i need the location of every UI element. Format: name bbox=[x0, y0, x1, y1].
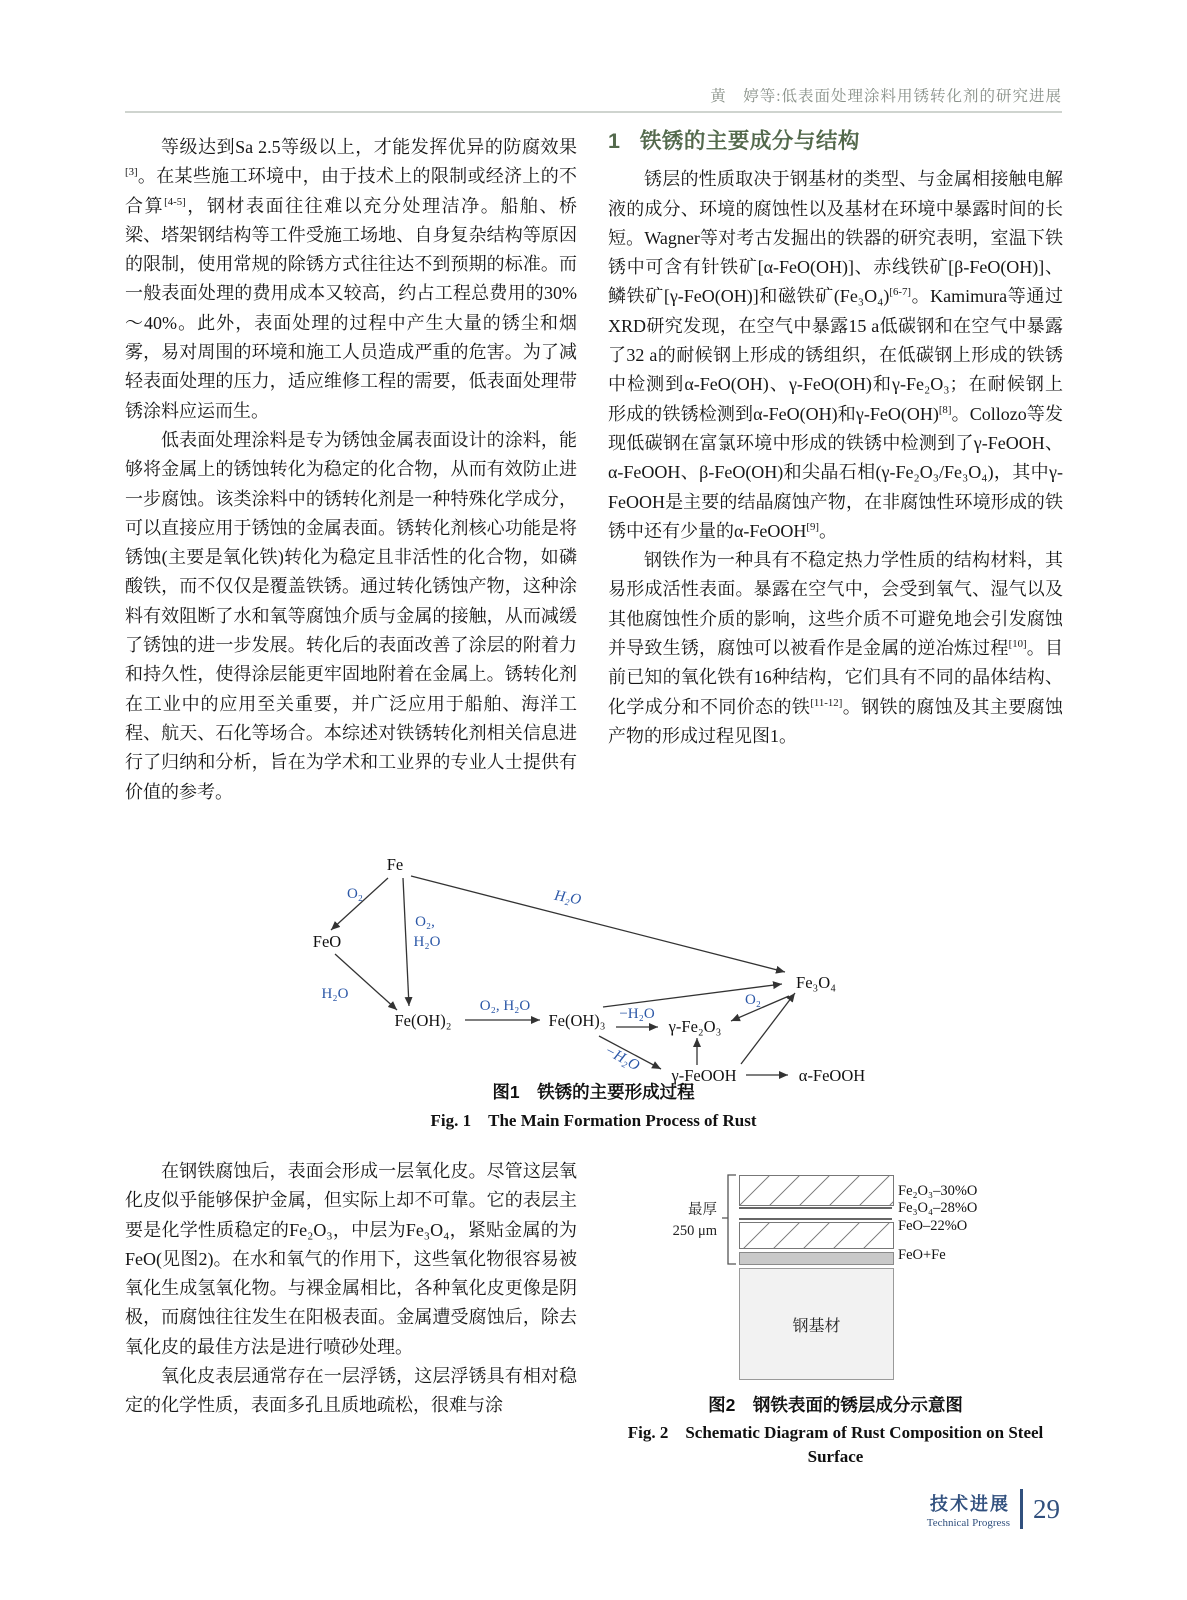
footer-section-zh: 技术进展 bbox=[930, 1493, 1010, 1514]
body-paragraph: 在钢铁腐蚀后，表面会形成一层氧化皮。尽管这层氧化皮似乎能够保护金属，但实际上却不可靠。它的表层主要是化学性质稳定的Fe₂O₃，中层为Fe₃O₄，紧贴金属的为FeO(见图2)。在水和氧气的作用下，这些氧化物很容易被氧化生成氢氧化物。与裸金属相比，各种氧化皮更像是阴极，而腐蚀往往发生在阳极表面。金属遭受腐蚀后，除去氧化皮的最佳方法是进行喷砂处理。 bbox=[125, 1161, 577, 1357]
figure1-caption-en: Fig. 1 The Main Formation Process of Rust bbox=[430, 1111, 757, 1130]
rust-layer-figure bbox=[655, 1168, 1000, 1386]
left-column-top bbox=[125, 133, 577, 807]
svg-text:γ-FeOOH: γ-FeOOH bbox=[671, 1066, 737, 1085]
layer-fe2o3 bbox=[739, 1175, 894, 1206]
svg-text:H₂O: H₂O bbox=[321, 986, 349, 1002]
body-paragraph: 氧化皮表层通常存在一层浮锈，这层浮锈具有相对稳定的化学性质，表面多孔且质地疏松，很难与涂 bbox=[125, 1366, 577, 1416]
footer-section bbox=[927, 1490, 1010, 1529]
svg-text:O₂: O₂ bbox=[346, 886, 364, 902]
layer-label-feo: FeO–22%O bbox=[898, 1218, 968, 1234]
layer-label-feo-fe: FeO+Fe bbox=[898, 1247, 946, 1263]
section-number: 1 bbox=[608, 129, 621, 153]
svg-text:Fe₃O₄: Fe₃O₄ bbox=[796, 973, 836, 992]
svg-text:γ-Fe₂O₃: γ-Fe₂O₃ bbox=[668, 1017, 722, 1036]
body-paragraph: 低表面处理涂料是专为锈蚀金属表面设计的涂料，能够将金属上的锈蚀转化为稳定的化合物，从而有效防止进一步腐蚀。该类涂料中的锈转化剂是一种特殊化学成分，可以直接应用于锈蚀的金属表面。锈转化剂核心功能是将锈蚀(主要是氧化铁)转化为稳定且非活性的化合物，如磷酸铁，而不仅仅是覆盖铁锈。通过转化锈蚀产物，这种涂料有效阻断了水和氧等腐蚀介质与金属的接触，从而减缓了锈蚀的进一步发展。转化后的表面改善了涂层的附着力和持久性，使得涂层能更牢固地附着在金属上。锈转化剂在工业中的应用至关重要，并广泛应用于船舶、海洋工程、航天、石化等场合。本综述对铁锈转化剂相关信息进行了归纳和分析，旨在为学术和工业界的专业人士提供有价值的参考。 bbox=[125, 429, 577, 802]
svg-text:O₂, H₂O: O₂, H₂O bbox=[479, 998, 531, 1014]
layer-feo bbox=[739, 1222, 894, 1249]
page-number: 29 bbox=[1033, 1493, 1060, 1524]
footer-section-en: Technical Progress bbox=[926, 1516, 1010, 1529]
svg-text:O₂: O₂ bbox=[744, 992, 762, 1008]
body-paragraph: 等级达到Sa 2.5等级以上，才能发挥优异的防腐效果[3]。在某些施工环境中，由于技术上的限制或经济上的不合算[4-5]，钢材表面往往难以充分处理洁净。船舶、桥梁、塔架钢结构等工件受施工场地、自身复杂结构等原因的限制，使用常规的除锈方式往往达不到预期的标准。而一般表面处理的费用成本又较高，约占工程总费用的30%～40%。此外，表面处理的过程中产生大量的锈尘和烟雾，易对周围的环境和施工人员造成严重的危害。为了减轻表面处理的压力，适应维修工程的需要，低表面处理带锈涂料应运而生。 bbox=[125, 137, 578, 421]
body-paragraph: 锈层的性质取决于钢基材的类型、与金属相接触电解液的成分、环境的腐蚀性以及基材在环境中暴露时间的长短。Wagner等对考古发掘出的铁器的研究表明，室温下铁锈中可含有针铁矿[α-FeO(OH)]、赤线铁矿[β-FeO(OH)]、鳞铁矿[γ-FeO(OH)]和磁铁矿(Fe₃O₄)[6-7]。Kamimura等通过XRD研究发现，在空气中暴露15 a低碳钢和在空气中暴露了32 a的耐候钢上形成的锈组织，在低碳钢上形成的铁锈中检测到α-FeO(OH)、γ-FeO(OH)和γ-Fe₂O₃；在耐候钢上形成的铁锈检测到α-FeO(OH)和γ-FeO(OH)[8]。Collozo等发现低碳钢在富氯环境中形成的铁锈中检测到了γ-FeOOH、α-FeOOH、β-FeO(OH)和尖晶石相(γ-Fe₂O₃/Fe₃O₄)，其中γ-FeOOH是主要的结晶腐蚀产物，在非腐蚀性环境形成的铁锈中还有少量的α-FeOOH[9]。 bbox=[608, 169, 1064, 541]
figure2-caption-en: Fig. 2 Schematic Diagram of Rust Composition on Steel Surface bbox=[627, 1423, 1044, 1466]
svg-text:−H₂O: −H₂O bbox=[619, 1006, 655, 1022]
running-header: 黄 婷等:低表面处理涂料用锈转化剂的研究进展 bbox=[710, 88, 1062, 105]
layer-feo-fe bbox=[739, 1252, 894, 1265]
max-thickness-value: 250 μm bbox=[672, 1223, 717, 1239]
svg-text:−H₂O: −H₂O bbox=[601, 1042, 642, 1075]
layer-label-fe2o3: Fe₂O₃–30%O bbox=[898, 1183, 978, 1199]
figure2-caption bbox=[608, 1392, 1063, 1469]
layer-fe3o4 bbox=[739, 1207, 892, 1220]
svg-text:Fe(OH)₃: Fe(OH)₃ bbox=[548, 1011, 606, 1030]
svg-text:Fe: Fe bbox=[386, 855, 404, 874]
figure1-caption-zh: 图1 铁锈的主要形成过程 bbox=[492, 1082, 695, 1102]
thickness-bracket bbox=[721, 1168, 737, 1268]
left-column-bottom bbox=[125, 1157, 577, 1421]
layer-label-fe3o4: Fe₃O₄–28%O bbox=[898, 1200, 978, 1216]
body-paragraph: 钢铁作为一种具有不稳定热力学性质的结构材料，其易形成活性表面。暴露在空气中，会受到氧气、湿气以及其他腐蚀性介质的影响，这些介质不可避免地会引发腐蚀并导致生锈，腐蚀可以被看作是金属的逆冶炼过程[10]。目前已知的氧化铁有16种结构，它们具有不同的晶体结构、化学成分和不同价态的铁[11-12]。钢铁的腐蚀及其主要腐蚀产物的形成过程见图1。 bbox=[608, 550, 1064, 746]
header-divider bbox=[125, 111, 1062, 113]
rust-formation-diagram bbox=[285, 840, 885, 1090]
right-column-top bbox=[608, 127, 1063, 751]
svg-text:α-FeOOH: α-FeOOH bbox=[798, 1066, 866, 1085]
section-title: 铁锈的主要成分与结构 bbox=[639, 129, 860, 153]
svg-text:Fe(OH)₂: Fe(OH)₂ bbox=[394, 1011, 452, 1030]
footer-divider-bar bbox=[1020, 1489, 1023, 1529]
steel-substrate bbox=[739, 1268, 894, 1380]
figure2-caption-zh: 图2 钢铁表面的锈层成分示意图 bbox=[708, 1395, 963, 1415]
svg-text:FeO: FeO bbox=[312, 932, 342, 951]
section-heading bbox=[608, 127, 1063, 156]
svg-text:H₂O: H₂O bbox=[413, 934, 441, 950]
max-thickness-zh: 最厚 bbox=[688, 1202, 717, 1218]
max-thickness-label bbox=[655, 1200, 717, 1242]
page-footer bbox=[830, 1489, 1060, 1529]
svg-text:H₂O: H₂O bbox=[553, 887, 583, 909]
steel-substrate-label: 钢基材 bbox=[792, 1317, 841, 1335]
svg-text:O₂,: O₂, bbox=[415, 914, 435, 930]
